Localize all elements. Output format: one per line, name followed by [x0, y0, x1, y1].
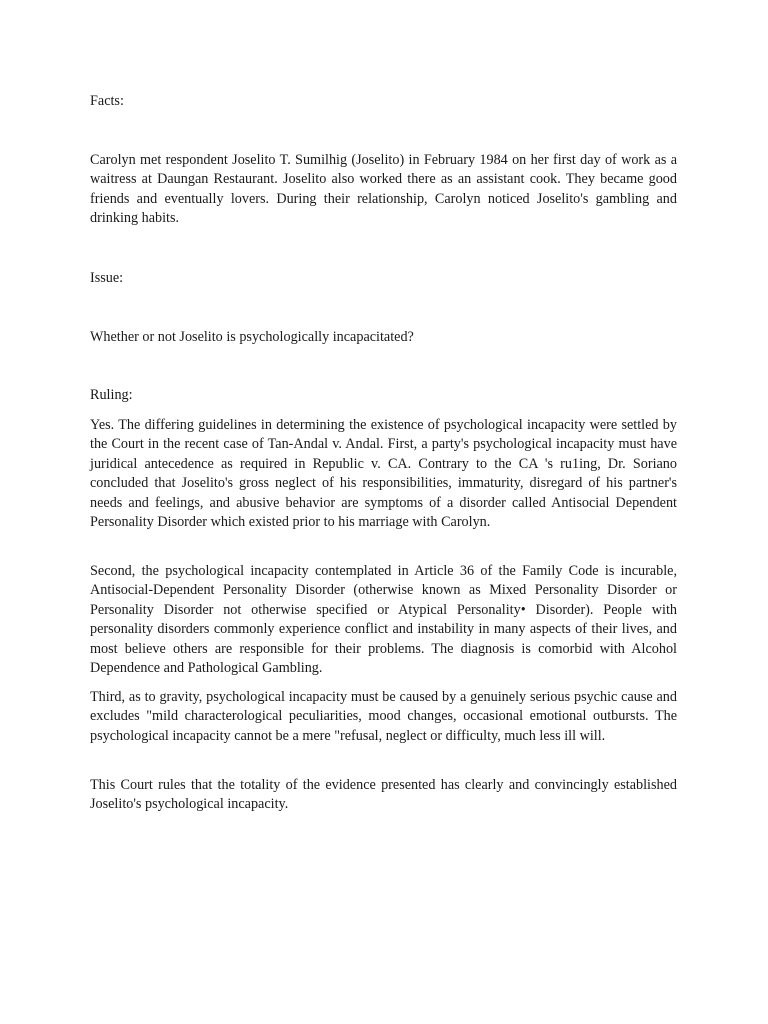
ruling-paragraph: Second, the psychological incapacity contemplated in Article 36 of the Family Code is incurable, Antisocial-Dependent Personality Disorder (otherwise known as Mixed Personality Disorder or Personality Disorder not otherwise specified or Atypical Personality• Disorder). People with personality disorders commonly experience conflict and instability in many aspects of their lives, and most believe others are responsible for their problems. The diagnosis is comorbid with Alcohol Dependence and Pathological Gambling.: [90, 563, 677, 677]
ruling-paragraph: Third, as to gravity, psychological incapacity must be caused by a genuinely serious psychic cause and excludes "mild characterological peculiarities, mood changes, occasional emotional outbursts. The psychological incapacity cannot be a mere "refusal, neglect or difficulty, much less ill will.: [90, 689, 677, 744]
ruling-paragraph: This Court rules that the totality of the evidence presented has clearly and convincingly established Joselito's psychological incapacity.: [90, 777, 677, 813]
facts-paragraph: Carolyn met respondent Joselito T. Sumilhig (Joselito) in February 1984 on her first day of work as a waitress at Daungan Restaurant. Joselito also worked there as an assistant cook. They became good friends and eventually lovers. During their relationship, Carolyn noticed Joselito's gambling and drinking habits.: [90, 152, 677, 227]
ruling-paragraph: Yes. The differing guidelines in determining the existence of psychological incapacity were settled by the Court in the recent case of Tan-Andal v. Andal. First, a party's psychological incapacity must have juridical antecedence as required in Republic v. CA. Contrary to the CA 's ru1ing, Dr. Soriano concluded that Joselito's gross neglect of his responsibilities, immaturity, disregard of his partner's needs and feelings, and abusive behavior are symptoms of a disorder called Antisocial Dependent Personality Disorder which existed prior to his marriage with Carolyn.: [90, 417, 677, 531]
ruling-heading: Ruling:: [90, 387, 133, 403]
facts-heading: Facts:: [90, 93, 124, 109]
issue-paragraph: Whether or not Joselito is psychologically incapacitated?: [90, 329, 414, 345]
issue-heading: Issue:: [90, 270, 124, 286]
